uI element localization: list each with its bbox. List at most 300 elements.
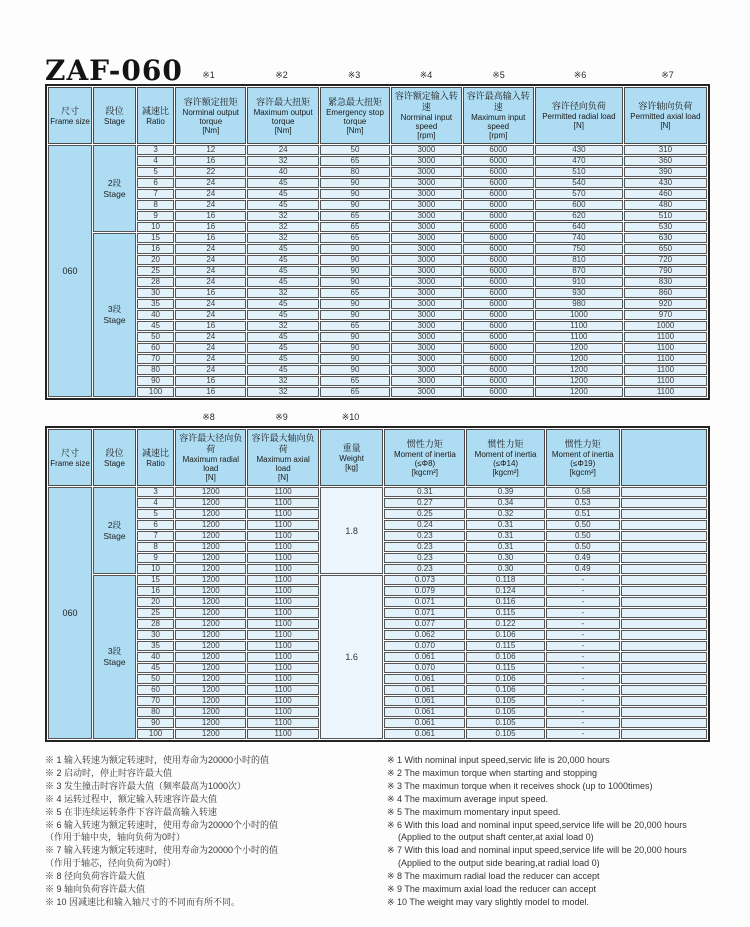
header-label-en: Frame size xyxy=(50,116,90,126)
value-cell: 1200 xyxy=(175,685,246,695)
table-row xyxy=(48,145,707,155)
value-cell: 45 xyxy=(247,365,318,375)
ratio-cell: 16 xyxy=(137,586,174,596)
ratio-cell: 4 xyxy=(137,498,174,508)
header-cell xyxy=(247,87,318,144)
header-cell xyxy=(320,429,384,486)
value-cell: 1200 xyxy=(535,376,623,386)
empty-cell xyxy=(621,586,707,596)
value-cell: 0.24 xyxy=(384,520,465,530)
header-label-cn: 容许额定输入转速 xyxy=(394,91,458,112)
ratio-cell: 90 xyxy=(137,376,174,386)
value-cell: 1200 xyxy=(175,520,246,530)
empty-cell xyxy=(621,696,707,706)
ratio-cell: 7 xyxy=(137,189,174,199)
header-label-en: Weight xyxy=(339,454,364,463)
value-cell: 32 xyxy=(247,156,318,166)
value-cell: 1100 xyxy=(247,498,318,508)
value-cell: 24 xyxy=(175,244,246,254)
empty-cell xyxy=(621,564,707,574)
ref-mark: ※4 xyxy=(419,70,433,80)
value-cell: 980 xyxy=(535,299,623,309)
ratio-cell: 10 xyxy=(137,222,174,232)
value-cell: 0.106 xyxy=(466,674,544,684)
footnote-line-cn: ※ 10 因减速比和输入轴尺寸的不同而有所不同。 xyxy=(45,896,241,907)
value-cell: 3000 xyxy=(391,178,461,188)
header-cell xyxy=(93,87,136,144)
ratio-cell: 40 xyxy=(137,310,174,320)
value-cell: 1200 xyxy=(175,619,246,629)
value-cell: 32 xyxy=(247,233,318,243)
ratio-cell: 35 xyxy=(137,299,174,309)
value-cell: 0.105 xyxy=(466,718,544,728)
value-cell: 32 xyxy=(247,387,318,397)
header-label-cn: 容许径向负荷 xyxy=(551,101,606,111)
value-cell: 6000 xyxy=(463,178,534,188)
value-cell: 1100 xyxy=(247,619,318,629)
empty-cell xyxy=(621,630,707,640)
ref-mark: ※2 xyxy=(275,70,288,80)
value-cell: 0.34 xyxy=(466,498,544,508)
value-cell: 1100 xyxy=(247,685,318,695)
empty-cell xyxy=(621,509,707,519)
value-cell: 65 xyxy=(320,222,390,232)
value-cell: 90 xyxy=(320,354,390,364)
empty-cell xyxy=(621,674,707,684)
value-cell: 1100 xyxy=(535,332,623,342)
value-cell: 90 xyxy=(320,178,390,188)
value-cell: 6000 xyxy=(463,387,534,397)
value-cell: 0.062 xyxy=(384,630,465,640)
header-unit: [Nm] xyxy=(274,125,292,135)
value-cell: 32 xyxy=(247,222,318,232)
ref-mark: ※6 xyxy=(573,70,587,80)
header-label-en: Maximum output torque xyxy=(253,107,313,126)
value-cell: 1200 xyxy=(175,542,246,552)
ratio-cell: 15 xyxy=(137,575,174,585)
empty-cell xyxy=(621,498,707,508)
header-unit: [Nm] xyxy=(202,125,220,135)
header-label-cn: 惯性力矩 xyxy=(487,438,524,449)
value-cell: 3000 xyxy=(391,156,461,166)
stage-label-cn: 3段 xyxy=(107,304,122,314)
table-row xyxy=(48,189,707,199)
value-cell: 45 xyxy=(247,200,318,210)
table-row xyxy=(48,288,707,298)
value-cell: 90 xyxy=(320,332,390,342)
value-cell: 0.30 xyxy=(466,553,544,563)
footnote-line-cn: ※ 1 输入转速为额定转速时，使用寿命为20000小时的值 xyxy=(45,755,270,765)
ratio-cell: 7 xyxy=(137,531,174,541)
ratio-cell: 8 xyxy=(137,200,174,210)
ratio-cell: 100 xyxy=(137,387,174,397)
value-cell: 0.118 xyxy=(466,575,544,585)
value-cell: 6000 xyxy=(463,376,534,386)
ratio-cell: 70 xyxy=(137,696,174,706)
value-cell: 1200 xyxy=(175,707,246,717)
value-cell: 3000 xyxy=(391,365,461,375)
value-cell: 3000 xyxy=(391,310,461,320)
ratio-cell: 5 xyxy=(137,509,174,519)
value-cell: 910 xyxy=(535,277,623,287)
header-label-en: Permitted radial load xyxy=(542,112,616,121)
header-label-en: Stage xyxy=(104,116,125,126)
value-cell: 720 xyxy=(624,255,707,265)
ratio-cell: 50 xyxy=(137,674,174,684)
value-cell: 0.23 xyxy=(384,542,465,552)
header-unit: [kgcm²] xyxy=(492,467,519,477)
ratio-cell: 6 xyxy=(137,520,174,530)
ratio-cell: 35 xyxy=(137,641,174,651)
value-cell: 1200 xyxy=(175,696,246,706)
header-cell xyxy=(384,429,465,486)
stage-cell xyxy=(93,145,136,232)
value-cell: 45 xyxy=(247,189,318,199)
spec-sheet xyxy=(45,50,710,909)
value-cell: 0.105 xyxy=(466,729,544,739)
value-cell: 1100 xyxy=(247,520,318,530)
value-cell: 0.106 xyxy=(466,630,544,640)
value-cell: - xyxy=(546,729,620,739)
ratio-cell: 90 xyxy=(137,718,174,728)
value-cell: 0.39 xyxy=(466,487,544,497)
value-cell: 65 xyxy=(320,387,390,397)
value-cell: 24 xyxy=(175,299,246,309)
empty-cell xyxy=(621,597,707,607)
footnotes-cn xyxy=(45,754,387,909)
value-cell: 45 xyxy=(247,354,318,364)
value-cell: 0.115 xyxy=(466,663,544,673)
footnotes xyxy=(45,754,710,909)
stage-label-en: Stage xyxy=(103,530,126,541)
header-label-en: Moment of inertia xyxy=(474,449,537,459)
header-label-en: Emergency stop torque xyxy=(326,107,384,126)
value-cell: 3000 xyxy=(391,288,461,298)
header-unit: [Nm] xyxy=(346,125,364,135)
value-cell: 1100 xyxy=(247,652,318,662)
value-cell: 45 xyxy=(247,178,318,188)
value-cell: - xyxy=(546,597,620,607)
footnote-line-cn: ※ 8 径向负荷容许最大值 xyxy=(45,871,146,882)
header-label-en: Maximum axial load xyxy=(256,455,310,473)
value-cell: 1200 xyxy=(175,575,246,585)
footnote-line-cn: ※ 4 运转过程中，额定输入转速容许最大值 xyxy=(45,793,218,804)
value-cell: 860 xyxy=(624,288,707,298)
header-unit: [N] xyxy=(573,121,584,130)
value-cell: 510 xyxy=(624,211,707,221)
empty-cell xyxy=(621,707,707,717)
value-cell: - xyxy=(546,619,620,629)
value-cell: 16 xyxy=(175,222,246,232)
value-cell: 790 xyxy=(624,266,707,276)
table-row xyxy=(48,211,707,221)
value-cell: 1100 xyxy=(535,321,623,331)
value-cell: 1200 xyxy=(175,553,246,563)
table-row xyxy=(48,200,707,210)
footnote-line-en: ※ 6 With this load and nominal input speed,service life will be 20,000 hours xyxy=(387,819,687,830)
value-cell: 0.124 xyxy=(466,586,544,596)
header-label-en: Maximum input speed xyxy=(471,113,526,131)
ratio-cell: 16 xyxy=(137,244,174,254)
torque-speed-table xyxy=(45,84,710,400)
header-shaft-size: (≤Φ19) xyxy=(570,458,596,468)
header-label-en: Moment of inertia xyxy=(551,449,614,459)
value-cell: 0.105 xyxy=(466,696,544,706)
ratio-cell: 8 xyxy=(137,542,174,552)
ref-mark: ※9 xyxy=(275,412,288,422)
header-label-cn: 容许最大轴向负荷 xyxy=(251,433,315,454)
value-cell: 0.53 xyxy=(546,498,620,508)
value-cell: 0.061 xyxy=(384,696,465,706)
spec-table xyxy=(47,86,708,398)
value-cell: 0.061 xyxy=(384,718,465,728)
value-cell: 1200 xyxy=(175,487,246,497)
footnote-line-cn: （作用于轴芯，径向负荷为0时） xyxy=(45,858,177,869)
value-cell: 1100 xyxy=(247,608,318,618)
ratio-cell: 9 xyxy=(137,553,174,563)
ratio-cell: 4 xyxy=(137,156,174,166)
value-cell: 1100 xyxy=(624,387,707,397)
value-cell: 3000 xyxy=(391,387,461,397)
value-cell: 1200 xyxy=(535,365,623,375)
value-cell: 3000 xyxy=(391,343,461,353)
ratio-cell: 60 xyxy=(137,685,174,695)
empty-cell xyxy=(621,652,707,662)
value-cell: 16 xyxy=(175,156,246,166)
header-cell xyxy=(175,429,246,486)
value-cell: 3000 xyxy=(391,211,461,221)
value-cell: 90 xyxy=(320,299,390,309)
ratio-cell: 45 xyxy=(137,321,174,331)
title-row xyxy=(45,50,710,87)
value-cell: 0.49 xyxy=(546,553,620,563)
ratio-cell: 3 xyxy=(137,145,174,155)
value-cell: 45 xyxy=(247,255,318,265)
ratio-cell: 6 xyxy=(137,178,174,188)
value-cell: 470 xyxy=(535,156,623,166)
value-cell: 1200 xyxy=(175,674,246,684)
value-cell: 1200 xyxy=(175,564,246,574)
value-cell: 1100 xyxy=(247,509,318,519)
header-cell xyxy=(621,429,707,486)
value-cell: 0.31 xyxy=(384,487,465,497)
empty-cell xyxy=(621,531,707,541)
frame-size-cell: 060 xyxy=(48,145,92,397)
value-cell: 45 xyxy=(247,332,318,342)
value-cell: 0.51 xyxy=(546,509,620,519)
stage-label-en: Stage xyxy=(103,188,126,199)
value-cell: 6000 xyxy=(463,354,534,364)
value-cell: 6000 xyxy=(463,288,534,298)
table-row xyxy=(48,310,707,320)
table-row xyxy=(48,343,707,353)
ratio-cell: 28 xyxy=(137,619,174,629)
value-cell: 3000 xyxy=(391,277,461,287)
header-label-en: Maximum radial load xyxy=(182,455,240,473)
header-cell xyxy=(48,429,92,486)
footnote-line-cn: （作用于轴中央，轴向负荷为0时） xyxy=(45,832,186,843)
footnote-line-en: ※ 2 The maximun torque when starting and stopping xyxy=(387,767,597,778)
ratio-cell: 30 xyxy=(137,288,174,298)
value-cell: 90 xyxy=(320,200,390,210)
value-cell: 0.070 xyxy=(384,641,465,651)
header-unit: [N] xyxy=(205,473,216,482)
ratio-cell: 9 xyxy=(137,211,174,221)
value-cell: 45 xyxy=(247,299,318,309)
value-cell: 65 xyxy=(320,211,390,221)
header-label-cn: 尺寸 xyxy=(60,105,79,116)
value-cell: - xyxy=(546,707,620,717)
ratio-cell: 60 xyxy=(137,343,174,353)
value-cell: 6000 xyxy=(463,332,534,342)
value-cell: 90 xyxy=(320,343,390,353)
table-row xyxy=(48,233,707,243)
value-cell: 90 xyxy=(320,255,390,265)
value-cell: 970 xyxy=(624,310,707,320)
value-cell: 1100 xyxy=(624,343,707,353)
header-unit: [kgcm²] xyxy=(411,467,439,477)
value-cell: 0.23 xyxy=(384,564,465,574)
table-row xyxy=(48,387,707,397)
value-cell: 0.061 xyxy=(384,707,465,717)
value-cell: 1100 xyxy=(247,718,318,728)
table-row xyxy=(48,365,707,375)
value-cell: 430 xyxy=(624,178,707,188)
header-label-cn: 容许额定扭矩 xyxy=(183,96,238,107)
value-cell: 24 xyxy=(175,255,246,265)
footnote-line-en: ※ 1 With nominal input speed,servic life is 20,000 hours xyxy=(387,755,610,765)
footnote-line-cn: ※ 9 轴向负荷容许最大值 xyxy=(45,884,146,895)
value-cell: - xyxy=(546,652,620,662)
value-cell: 3000 xyxy=(391,167,461,177)
value-cell: 0.105 xyxy=(466,707,544,717)
spec-table xyxy=(47,428,708,740)
value-cell: 50 xyxy=(320,145,390,155)
value-cell: 1100 xyxy=(247,553,318,563)
value-cell: 0.50 xyxy=(546,542,620,552)
value-cell: 1200 xyxy=(535,343,623,353)
value-cell: 1100 xyxy=(247,586,318,596)
value-cell: 45 xyxy=(247,310,318,320)
table-row xyxy=(48,376,707,386)
empty-cell xyxy=(621,487,707,497)
value-cell: 3000 xyxy=(391,299,461,309)
value-cell: 24 xyxy=(175,189,246,199)
value-cell: 3000 xyxy=(391,244,461,254)
header-cell xyxy=(137,429,174,486)
value-cell: 0.31 xyxy=(466,531,544,541)
value-cell: 1100 xyxy=(624,376,707,386)
table-row xyxy=(48,354,707,364)
value-cell: 24 xyxy=(175,332,246,342)
value-cell: 6000 xyxy=(463,310,534,320)
empty-cell xyxy=(621,553,707,563)
value-cell: 22 xyxy=(175,167,246,177)
value-cell: 870 xyxy=(535,266,623,276)
ratio-cell: 20 xyxy=(137,255,174,265)
header-label-cn: 减速比 xyxy=(142,447,170,458)
header-label-cn: 尺寸 xyxy=(60,447,79,458)
value-cell: 570 xyxy=(535,189,623,199)
load-inertia-table xyxy=(45,426,710,742)
value-cell: 32 xyxy=(247,288,318,298)
empty-cell xyxy=(621,641,707,651)
value-cell: 1100 xyxy=(247,531,318,541)
value-cell: 32 xyxy=(247,211,318,221)
value-cell: 3000 xyxy=(391,354,461,364)
value-cell: 16 xyxy=(175,288,246,298)
value-cell: 3000 xyxy=(391,376,461,386)
value-cell: 16 xyxy=(175,211,246,221)
header-label-cn: 容许最高输入转速 xyxy=(466,91,530,112)
value-cell: 65 xyxy=(320,233,390,243)
value-cell: 0.079 xyxy=(384,586,465,596)
value-cell: 32 xyxy=(247,376,318,386)
value-cell: 1000 xyxy=(535,310,623,320)
value-cell: - xyxy=(546,575,620,585)
header-row xyxy=(48,429,707,486)
value-cell: 6000 xyxy=(463,222,534,232)
value-cell: 0.50 xyxy=(546,520,620,530)
footnote-line-cn: ※ 3 发生撞击时容许最大值（频率最高为1000次） xyxy=(45,780,247,791)
value-cell: 24 xyxy=(175,365,246,375)
header-unit: [rpm] xyxy=(489,131,508,140)
value-cell: 24 xyxy=(247,145,318,155)
header-label-en: Stage xyxy=(104,458,125,468)
ratio-cell: 80 xyxy=(137,365,174,375)
header-label-en: Ratio xyxy=(146,116,165,126)
value-cell: 16 xyxy=(175,376,246,386)
ratio-cell: 70 xyxy=(137,354,174,364)
value-cell: 12 xyxy=(175,145,246,155)
header-unit: [kg] xyxy=(345,463,359,472)
ratio-cell: 80 xyxy=(137,707,174,717)
stage-label-en: Stage xyxy=(103,657,126,667)
value-cell: 24 xyxy=(175,266,246,276)
value-cell: 40 xyxy=(247,167,318,177)
header-label-cn: 段位 xyxy=(105,447,124,458)
value-cell: 90 xyxy=(320,189,390,199)
empty-cell xyxy=(621,619,707,629)
value-cell: 0.23 xyxy=(384,531,465,541)
value-cell: - xyxy=(546,674,620,684)
footnote-line-en: ※ 8 The maximum radial load the reducer can accept xyxy=(387,871,600,882)
value-cell: 16 xyxy=(175,233,246,243)
value-cell: 1100 xyxy=(247,575,318,585)
value-cell: 1100 xyxy=(247,674,318,684)
stage-cell xyxy=(93,487,136,574)
value-cell: 430 xyxy=(535,145,623,155)
value-cell: 1200 xyxy=(535,387,623,397)
value-cell: 1100 xyxy=(247,630,318,640)
value-cell: 480 xyxy=(624,200,707,210)
value-cell: 810 xyxy=(535,255,623,265)
value-cell: 45 xyxy=(247,244,318,254)
empty-cell xyxy=(621,663,707,673)
ratio-cell: 15 xyxy=(137,233,174,243)
header-label-cn: 容许轴向负荷 xyxy=(638,101,693,111)
value-cell: 6000 xyxy=(463,244,534,254)
footnote-line-en: ※ 4 The maximum average input speed. xyxy=(387,793,548,804)
header-unit: [kgcm²] xyxy=(569,467,596,477)
header-label-cn: 惯性力矩 xyxy=(406,438,443,449)
header-unit: [N] xyxy=(660,121,671,130)
value-cell: 1200 xyxy=(175,729,246,739)
footnote-line-en: (Applied to the output shaft center,at axial load 0) xyxy=(398,832,594,843)
value-cell: 0.30 xyxy=(466,564,544,574)
empty-cell xyxy=(621,729,707,739)
value-cell: 1100 xyxy=(247,597,318,607)
